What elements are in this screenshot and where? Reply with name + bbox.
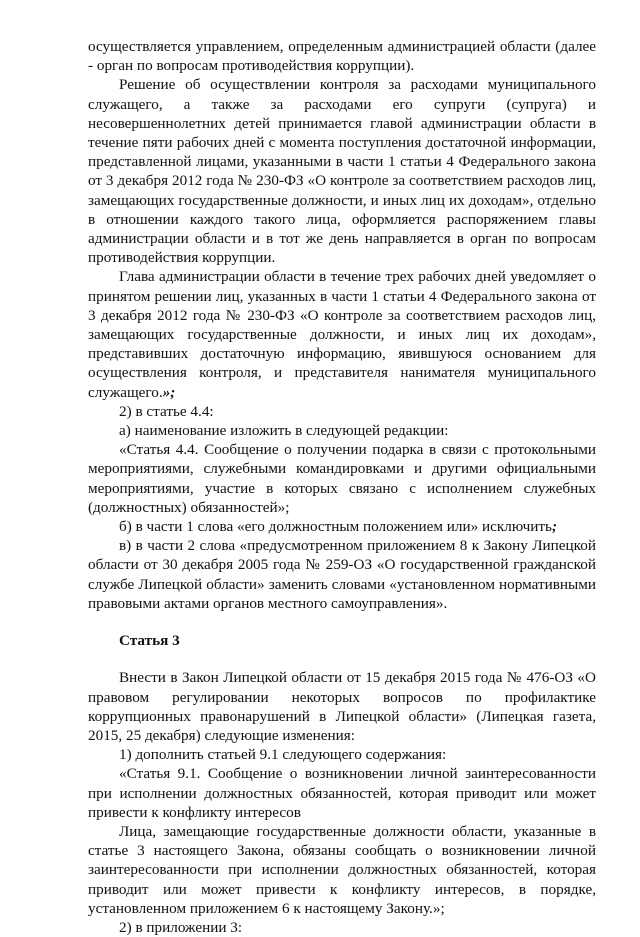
paragraph-obligation: Лица, замещающие государственные должности области, указанные в статье 3 настоящего Закона, обязаны сообщать о возникновении личной заинтересованности при исполнении должностных обязанностей, которая приводит или может привести к конфликту интересов, в порядке, установленном приложением 6 к настоящему Закону.»; [88,822,596,917]
item-a-title: а) наименование изложить в следующей редакции: [119,422,449,440]
paragraph-notification [88,267,596,401]
paragraph-control-decision: Решение об осуществлении контроля за расходами муниципального служащего, а также за расходами его супруги (супруга) и несовершеннолетних детей принимается главой администрации области в течение пяти рабочих дней с момента поступления достаточной информации, представленной лицами, указанными в части 1 статьи 4 Федерального закона от 3 декабря 2012 года № 230-ФЗ «О контроле за соответствием расходов лиц, замещающих государственные должности, и иных лиц их доходам», отдельно в отношении каждого такого лица, оформляется распоряжением главы администрации области и в тот же день направляется в орган по вопросам противодействия коррупции. [88,76,596,267]
item-v-replace: в) в части 2 слова «предусмотренном приложением 8 к Закону Липецкой области от 30 декабря 2005 года № 259-ОЗ «О государственной гражданской службе Липецкой области» заменить словами «установленном нормативными правовыми актами органов местного самоуправления». [88,537,596,612]
quote-article-9-1: «Статья 9.1. Сообщение о возникновении личной заинтересованности при исполнении должностных обязанностей, которая приводит или может привести к конфликту интересов [88,765,596,821]
article-3-intro: Внести в Закон Липецкой области от 15 декабря 2015 года № 476-ОЗ «О правовом регулировании некоторых вопросов по профилактике коррупционных правонарушений в Липецкой области» (Липецкая газета, 2015, 25 декабря) следующие изменения: [88,669,596,744]
semicolon-mark: ; [551,518,557,536]
item-b-exclude [88,517,596,536]
closing-quote-mark: »; [162,383,176,401]
item-1-add-article: 1) дополнить статьей 9.1 следующего содержания: [119,746,447,764]
item-b-text: б) в части 1 слова «его должностным положением или» исключить [119,518,552,536]
item-article-4-4: 2) в статье 4.4: [119,402,214,420]
document-page [88,37,596,937]
quote-article-4-4: «Статья 4.4. Сообщение о получении подарка в связи с протокольными мероприятиями, служебными командировками и другими официальными мероприятиями, участие в которых связано с исполнением служебных (должностных) обязанностей»; [88,441,596,516]
paragraph-intro: осуществляется управлением, определенным администрацией области (далее - орган по вопросам противодействия коррупции). [88,38,596,75]
item-2-appendix: 2) в приложении 3: [119,918,243,936]
paragraph-notification-text: Глава администрации области в течение трех рабочих дней уведомляет о принятом решении лиц, указанных в части 1 статьи 4 Федерального закона от 3 декабря 2012 года № 230-ФЗ «О контроле за соответствием расходов лиц, замещающих государственные должности, и иных лиц их доходам», представивших достаточную информацию, явившуюся основанием для осуществления контроля, и представителя нанимателя муниципального служащего. [88,268,596,401]
article-3-heading: Статья 3 [119,632,180,650]
